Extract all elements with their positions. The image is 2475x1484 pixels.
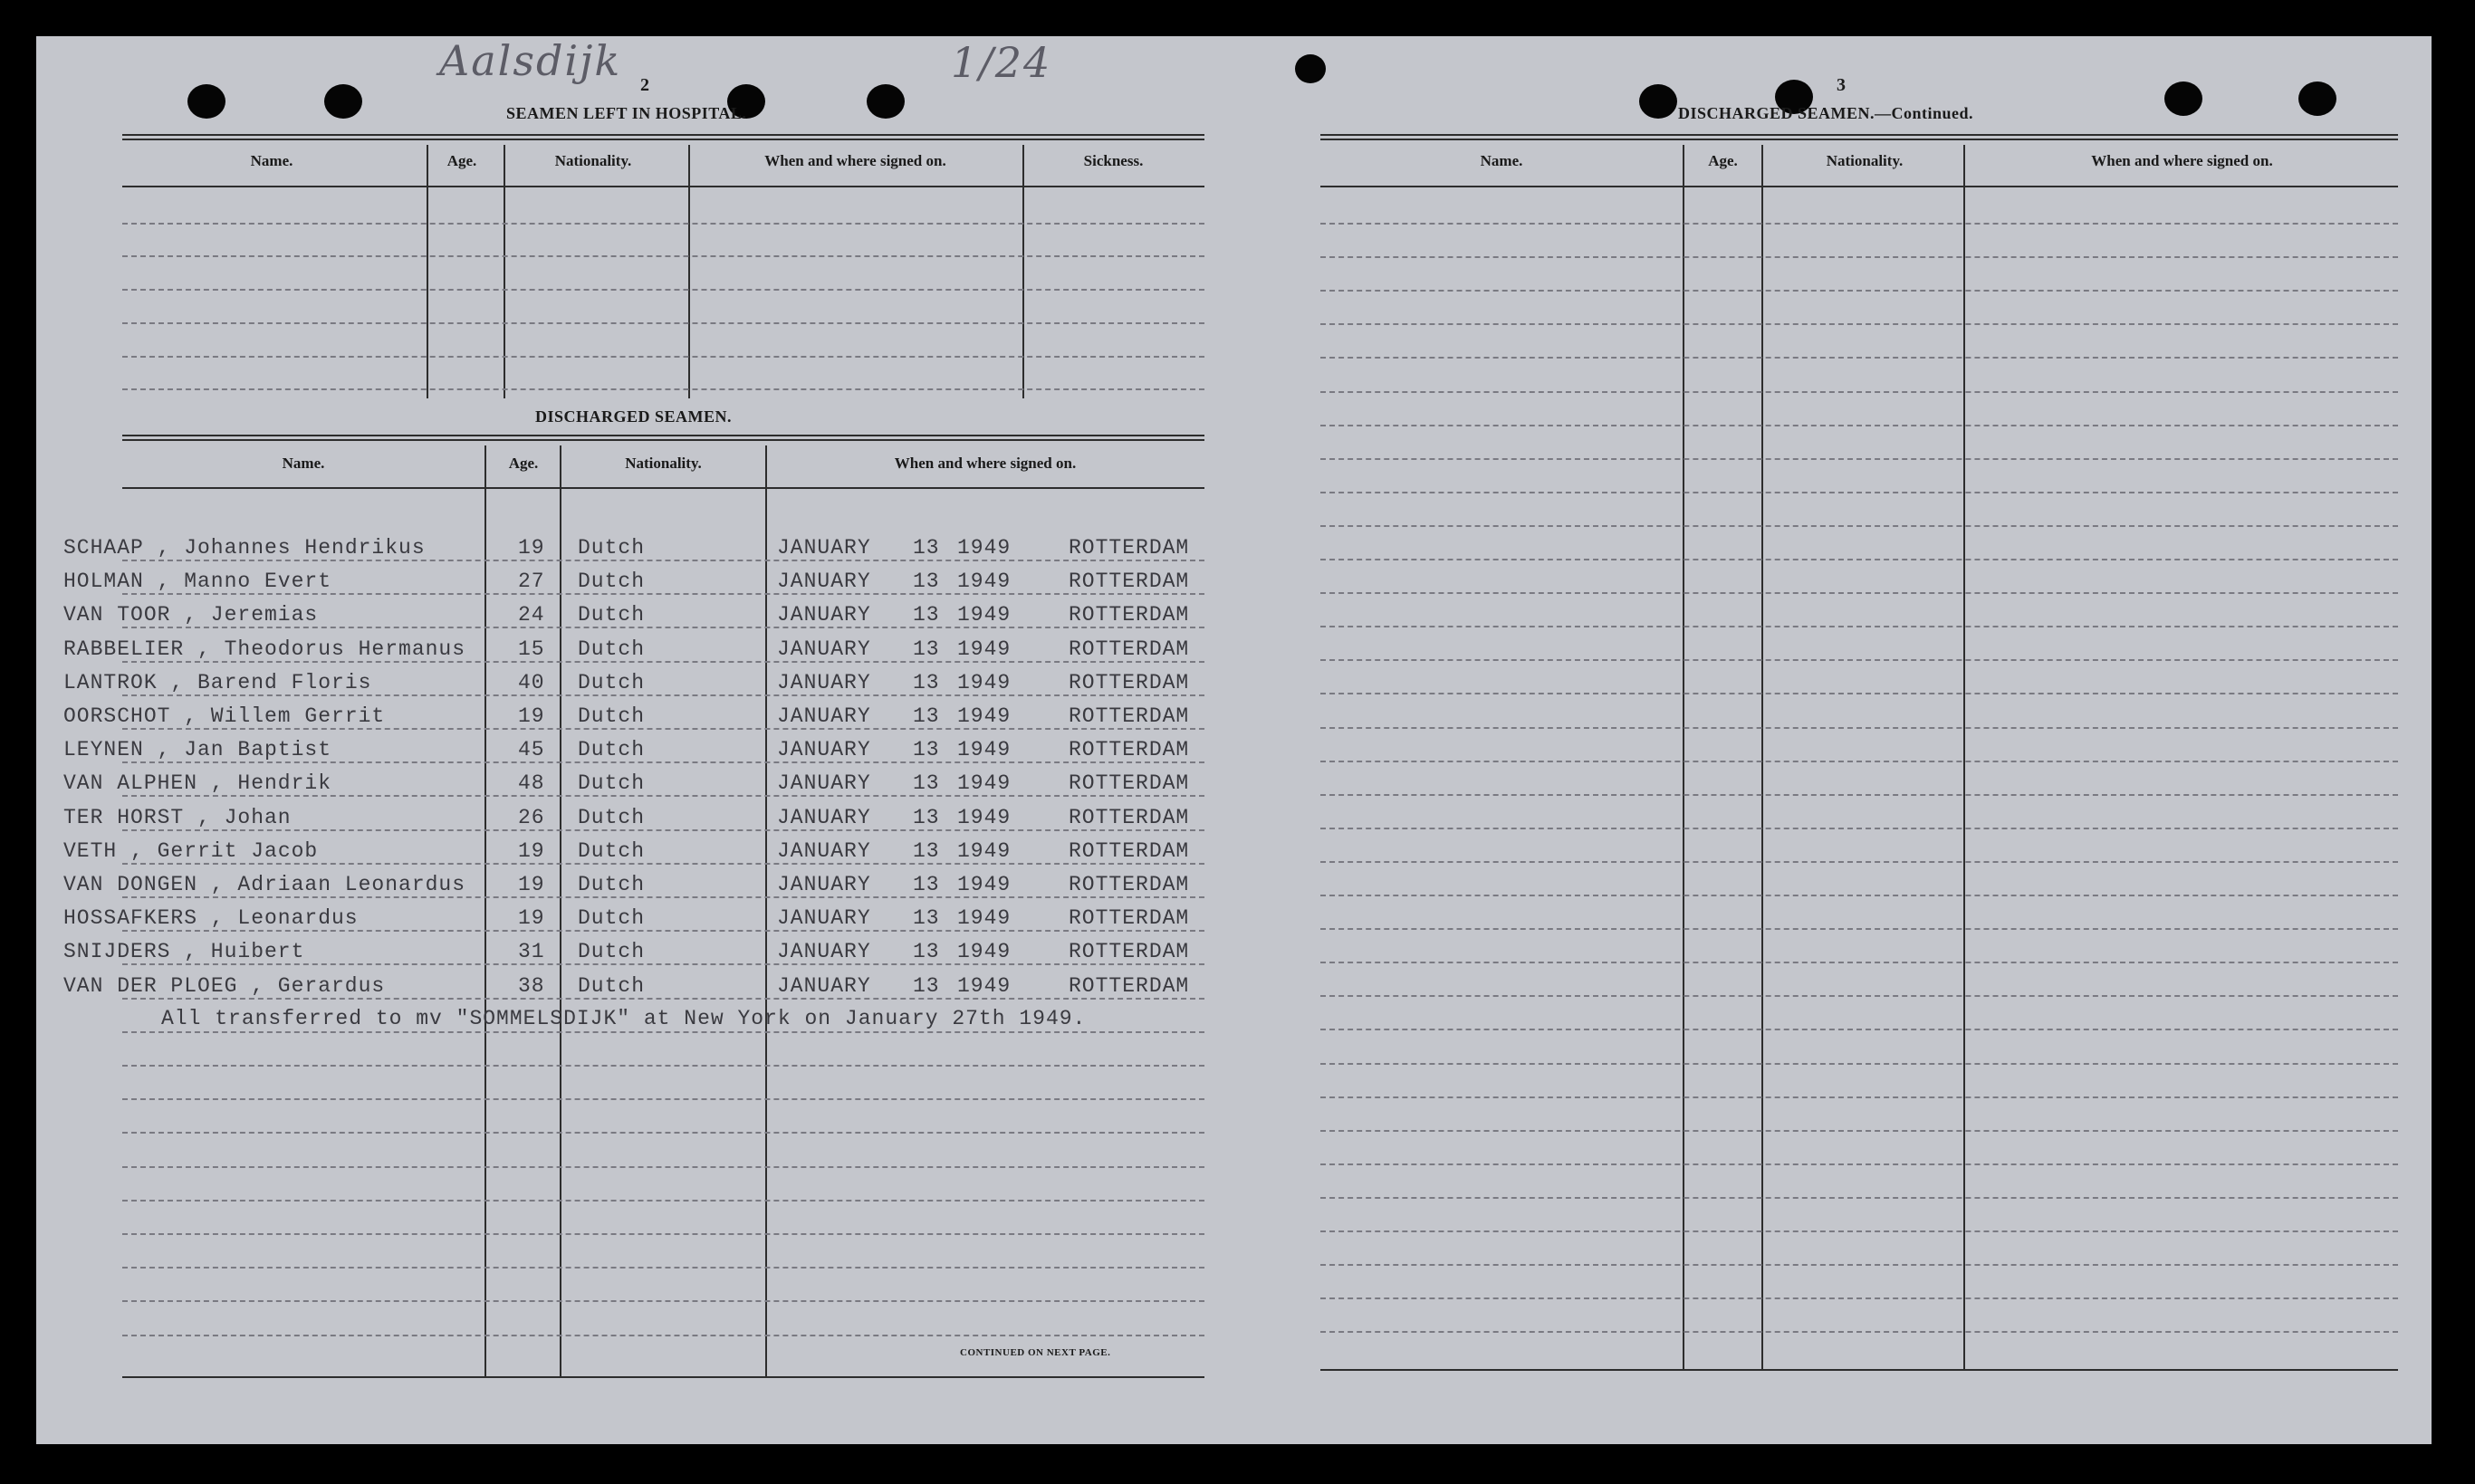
discharged-col-divider bbox=[484, 445, 486, 1378]
row-rule-line bbox=[1320, 290, 2398, 292]
hospital-header-nationality: Nationality. bbox=[554, 152, 632, 169]
seaman-nationality: Dutch bbox=[578, 536, 646, 560]
hospital-header-sickness: Sickness. bbox=[1083, 152, 1144, 169]
hospital-header-signed-on: When and where signed on. bbox=[764, 152, 946, 169]
row-rule-line bbox=[1320, 761, 2398, 762]
seaman-nationality: Dutch bbox=[578, 704, 646, 728]
right-col-divider bbox=[1963, 145, 1965, 1369]
row-rule-line bbox=[1320, 1130, 2398, 1132]
hospital-section-title: SEAMEN LEFT IN HOSPITAL. bbox=[506, 104, 747, 122]
seaman-age: 38 bbox=[518, 974, 545, 998]
signed-on-port: ROTTERDAM bbox=[1069, 671, 1190, 694]
signed-on-port: ROTTERDAM bbox=[1069, 839, 1190, 863]
signed-on-port: ROTTERDAM bbox=[1069, 738, 1190, 761]
handwritten-fraction: 1/24 bbox=[951, 38, 1052, 87]
hospital-col-divider bbox=[504, 145, 505, 398]
seaman-nationality: Dutch bbox=[578, 771, 646, 795]
right-header-nationality: Nationality. bbox=[1826, 152, 1904, 169]
row-rule-line bbox=[1320, 1063, 2398, 1065]
row-rule-line bbox=[1320, 693, 2398, 694]
handwritten-name: Aalsdijk bbox=[439, 36, 622, 85]
right-header-name: Name. bbox=[1480, 152, 1523, 169]
signed-on-year: 1949 bbox=[957, 570, 1012, 593]
signed-on-year: 1949 bbox=[957, 637, 1012, 661]
name-separator: , bbox=[251, 974, 264, 998]
signed-on-day: 13 bbox=[913, 806, 940, 829]
row-rule-line bbox=[1320, 425, 2398, 426]
seaman-surname: VAN DER PLOEG bbox=[63, 974, 238, 998]
seaman-given-names: Huibert bbox=[210, 940, 305, 963]
row-rule-line bbox=[122, 1267, 1204, 1269]
seaman-given-names: Hendrik bbox=[237, 771, 332, 795]
row-rule-line bbox=[1320, 223, 2398, 225]
row-rule-line bbox=[122, 1200, 1204, 1202]
seaman-surname: VAN DONGEN bbox=[63, 873, 198, 896]
seaman-given-names: Gerrit Jacob bbox=[157, 839, 319, 863]
name-separator: , bbox=[197, 637, 211, 661]
signed-on-day: 13 bbox=[913, 570, 940, 593]
seaman-surname: OORSCHOT bbox=[63, 704, 171, 728]
signed-on-port: ROTTERDAM bbox=[1069, 806, 1190, 829]
row-rule-line bbox=[1320, 659, 2398, 661]
seaman-surname: VAN TOOR bbox=[63, 603, 171, 627]
seaman-age: 19 bbox=[518, 873, 545, 896]
row-rule-line bbox=[1320, 1331, 2398, 1333]
row-rule-line bbox=[1320, 1297, 2398, 1299]
row-rule-line bbox=[122, 593, 1204, 595]
signed-on-year: 1949 bbox=[957, 771, 1012, 795]
seaman-given-names: Leonardus bbox=[237, 906, 359, 930]
hospital-col-divider bbox=[1022, 145, 1024, 398]
signed-on-month: JANUARY bbox=[777, 839, 871, 863]
document-sheet bbox=[36, 36, 2432, 1444]
blank-row-line bbox=[122, 356, 1204, 358]
signed-on-year: 1949 bbox=[957, 603, 1012, 627]
signed-on-day: 13 bbox=[913, 839, 940, 863]
signed-on-day: 13 bbox=[913, 771, 940, 795]
signed-on-month: JANUARY bbox=[777, 570, 871, 593]
discharged-section-title: DISCHARGED SEAMEN. bbox=[535, 407, 733, 426]
row-rule-line bbox=[122, 1300, 1204, 1302]
signed-on-day: 13 bbox=[913, 738, 940, 761]
row-rule-line bbox=[1320, 626, 2398, 627]
signed-on-port: ROTTERDAM bbox=[1069, 570, 1190, 593]
seaman-surname: HOLMAN bbox=[63, 570, 144, 593]
row-rule-line bbox=[1320, 828, 2398, 829]
signed-on-day: 13 bbox=[913, 536, 940, 560]
signed-on-month: JANUARY bbox=[777, 637, 871, 661]
right-header-rule bbox=[1320, 186, 2398, 187]
seaman-age: 27 bbox=[518, 570, 545, 593]
row-rule-line bbox=[122, 761, 1204, 763]
seaman-nationality: Dutch bbox=[578, 940, 646, 963]
blank-row-line bbox=[122, 223, 1204, 225]
discharged-top-rule bbox=[122, 435, 1204, 441]
punch-hole bbox=[2164, 81, 2202, 116]
signed-on-day: 13 bbox=[913, 974, 940, 998]
row-rule-line bbox=[122, 728, 1204, 730]
hospital-top-rule bbox=[122, 134, 1204, 140]
seaman-age: 19 bbox=[518, 704, 545, 728]
seaman-nationality: Dutch bbox=[578, 806, 646, 829]
signed-on-year: 1949 bbox=[957, 671, 1012, 694]
row-rule-line bbox=[1320, 928, 2398, 930]
signed-on-port: ROTTERDAM bbox=[1069, 940, 1190, 963]
row-rule-line bbox=[1320, 559, 2398, 560]
name-separator: , bbox=[197, 806, 211, 829]
seaman-nationality: Dutch bbox=[578, 974, 646, 998]
discharged-header-nationality: Nationality. bbox=[625, 455, 702, 472]
row-rule-line bbox=[1320, 492, 2398, 493]
signed-on-day: 13 bbox=[913, 873, 940, 896]
seaman-surname: RABBELIER bbox=[63, 637, 185, 661]
seaman-surname: LEYNEN bbox=[63, 738, 144, 761]
seaman-given-names: Manno Evert bbox=[184, 570, 332, 593]
name-separator: , bbox=[210, 873, 225, 896]
seaman-given-names: Barend Floris bbox=[197, 671, 372, 694]
signed-on-port: ROTTERDAM bbox=[1069, 704, 1190, 728]
row-rule-line bbox=[122, 998, 1204, 1000]
row-rule-line bbox=[1320, 1264, 2398, 1266]
signed-on-day: 13 bbox=[913, 671, 940, 694]
row-rule-line bbox=[1320, 391, 2398, 393]
seaman-surname: VAN ALPHEN bbox=[63, 771, 198, 795]
discharged-header-age: Age. bbox=[508, 455, 539, 472]
blank-row-line bbox=[122, 322, 1204, 324]
blank-row-line bbox=[122, 388, 1204, 390]
name-separator: , bbox=[130, 839, 144, 863]
right-col-divider bbox=[1761, 145, 1763, 1369]
signed-on-day: 13 bbox=[913, 940, 940, 963]
seaman-given-names: Johannes Hendrikus bbox=[184, 536, 426, 560]
signed-on-day: 13 bbox=[913, 603, 940, 627]
seaman-age: 15 bbox=[518, 637, 545, 661]
row-rule-line bbox=[1320, 727, 2398, 729]
discharged-col-divider bbox=[765, 445, 767, 1378]
discharged-header-name: Name. bbox=[282, 455, 325, 472]
hospital-col-divider bbox=[688, 145, 690, 398]
row-rule-line bbox=[122, 829, 1204, 831]
left-page-number: 2 bbox=[640, 75, 649, 95]
signed-on-day: 13 bbox=[913, 637, 940, 661]
hospital-header-age: Age. bbox=[446, 152, 477, 169]
hospital-col-divider bbox=[427, 145, 428, 398]
row-rule-line bbox=[1320, 1096, 2398, 1098]
right-section-title: DISCHARGED SEAMEN.—Continued. bbox=[1678, 104, 1974, 122]
seaman-nationality: Dutch bbox=[578, 738, 646, 761]
discharged-col-divider bbox=[560, 445, 561, 1378]
row-rule-line bbox=[122, 1132, 1204, 1134]
seaman-nationality: Dutch bbox=[578, 570, 646, 593]
name-separator: , bbox=[170, 671, 185, 694]
seaman-nationality: Dutch bbox=[578, 671, 646, 694]
signed-on-year: 1949 bbox=[957, 974, 1012, 998]
seaman-age: 19 bbox=[518, 906, 545, 930]
row-rule-line bbox=[122, 560, 1204, 561]
signed-on-year: 1949 bbox=[957, 940, 1012, 963]
signed-on-month: JANUARY bbox=[777, 906, 871, 930]
row-rule-line bbox=[1320, 794, 2398, 796]
right-top-rule bbox=[1320, 134, 2398, 140]
right-header-signed-on: When and where signed on. bbox=[2091, 152, 2273, 169]
punch-hole bbox=[1639, 84, 1677, 119]
name-separator: , bbox=[184, 603, 197, 627]
signed-on-month: JANUARY bbox=[777, 603, 871, 627]
seaman-given-names: Johan bbox=[224, 806, 292, 829]
signed-on-year: 1949 bbox=[957, 873, 1012, 896]
row-rule-line bbox=[122, 795, 1204, 797]
name-separator: , bbox=[210, 906, 225, 930]
seaman-age: 24 bbox=[518, 603, 545, 627]
seaman-nationality: Dutch bbox=[578, 873, 646, 896]
signed-on-port: ROTTERDAM bbox=[1069, 536, 1190, 560]
row-rule-line bbox=[122, 1233, 1204, 1235]
seaman-age: 45 bbox=[518, 738, 545, 761]
seaman-surname: SCHAAP bbox=[63, 536, 144, 560]
discharged-bottom-rule bbox=[122, 1376, 1204, 1378]
signed-on-port: ROTTERDAM bbox=[1069, 771, 1190, 795]
row-rule-line bbox=[1320, 962, 2398, 963]
seaman-nationality: Dutch bbox=[578, 603, 646, 627]
signed-on-month: JANUARY bbox=[777, 536, 871, 560]
seaman-nationality: Dutch bbox=[578, 906, 646, 930]
name-separator: , bbox=[157, 570, 171, 593]
signed-on-year: 1949 bbox=[957, 806, 1012, 829]
signed-on-month: JANUARY bbox=[777, 671, 871, 694]
signed-on-port: ROTTERDAM bbox=[1069, 637, 1190, 661]
row-rule-line bbox=[1320, 1197, 2398, 1199]
row-rule-line bbox=[122, 1166, 1204, 1168]
signed-on-day: 13 bbox=[913, 704, 940, 728]
row-rule-line bbox=[1320, 323, 2398, 325]
right-page-number: 3 bbox=[1837, 75, 1846, 95]
signed-on-month: JANUARY bbox=[777, 806, 871, 829]
punch-hole bbox=[324, 84, 362, 119]
discharged-header-rule bbox=[122, 487, 1204, 489]
signed-on-year: 1949 bbox=[957, 704, 1012, 728]
row-rule-line bbox=[122, 930, 1204, 932]
name-separator: , bbox=[184, 704, 197, 728]
row-rule-line bbox=[1320, 1029, 2398, 1030]
punch-hole bbox=[187, 84, 225, 119]
row-rule-line bbox=[122, 963, 1204, 965]
signed-on-port: ROTTERDAM bbox=[1069, 873, 1190, 896]
row-rule-line bbox=[1320, 895, 2398, 896]
seaman-surname: HOSSAFKERS bbox=[63, 906, 198, 930]
seaman-given-names: Adriaan Leonardus bbox=[237, 873, 466, 896]
signed-on-month: JANUARY bbox=[777, 704, 871, 728]
row-rule-line bbox=[1320, 458, 2398, 460]
seaman-given-names: Willem Gerrit bbox=[210, 704, 386, 728]
row-rule-line bbox=[1320, 1230, 2398, 1232]
seaman-nationality: Dutch bbox=[578, 839, 646, 863]
row-rule-line bbox=[122, 661, 1204, 663]
seaman-age: 19 bbox=[518, 839, 545, 863]
signed-on-month: JANUARY bbox=[777, 873, 871, 896]
signed-on-month: JANUARY bbox=[777, 738, 871, 761]
row-rule-line bbox=[1320, 592, 2398, 594]
row-rule-line bbox=[122, 896, 1204, 898]
seaman-age: 31 bbox=[518, 940, 545, 963]
signed-on-year: 1949 bbox=[957, 906, 1012, 930]
seaman-given-names: Jeremias bbox=[210, 603, 319, 627]
seaman-surname: LANTROK bbox=[63, 671, 158, 694]
seaman-given-names: Gerardus bbox=[277, 974, 386, 998]
row-rule-line bbox=[122, 1335, 1204, 1336]
signed-on-port: ROTTERDAM bbox=[1069, 974, 1190, 998]
row-rule-line bbox=[122, 1031, 1204, 1033]
transfer-note: All transferred to mv "SOMMELSDIJK" at New York on January 27th 1949. bbox=[161, 1007, 1087, 1030]
row-rule-line bbox=[122, 1065, 1204, 1067]
row-rule-line bbox=[1320, 525, 2398, 527]
blank-row-line bbox=[122, 255, 1204, 257]
name-separator: , bbox=[184, 940, 197, 963]
signed-on-month: JANUARY bbox=[777, 771, 871, 795]
seaman-age: 48 bbox=[518, 771, 545, 795]
signed-on-year: 1949 bbox=[957, 536, 1012, 560]
seaman-given-names: Theodorus Hermanus bbox=[224, 637, 466, 661]
signed-on-year: 1949 bbox=[957, 738, 1012, 761]
signed-on-month: JANUARY bbox=[777, 974, 871, 998]
row-rule-line bbox=[122, 1098, 1204, 1100]
right-col-divider bbox=[1683, 145, 1684, 1369]
row-rule-line bbox=[1320, 861, 2398, 863]
blank-row-line bbox=[122, 289, 1204, 291]
signed-on-year: 1949 bbox=[957, 839, 1012, 863]
name-separator: , bbox=[157, 536, 171, 560]
row-rule-line bbox=[122, 627, 1204, 628]
name-separator: , bbox=[210, 771, 225, 795]
row-rule-line bbox=[122, 863, 1204, 865]
hospital-header-rule bbox=[122, 186, 1204, 187]
discharged-header-signed-on: When and where signed on. bbox=[894, 455, 1077, 472]
continued-note: CONTINUED ON NEXT PAGE. bbox=[960, 1347, 1111, 1358]
punch-hole bbox=[2298, 81, 2336, 116]
seaman-surname: SNIJDERS bbox=[63, 940, 171, 963]
row-rule-line bbox=[1320, 995, 2398, 997]
seaman-age: 19 bbox=[518, 536, 545, 560]
seaman-surname: VETH bbox=[63, 839, 118, 863]
signed-on-port: ROTTERDAM bbox=[1069, 603, 1190, 627]
row-rule-line bbox=[1320, 357, 2398, 359]
seaman-surname: TER HORST bbox=[63, 806, 185, 829]
punch-hole bbox=[1295, 54, 1326, 83]
right-bottom-rule bbox=[1320, 1369, 2398, 1371]
signed-on-port: ROTTERDAM bbox=[1069, 906, 1190, 930]
hospital-header-name: Name. bbox=[250, 152, 293, 169]
name-separator: , bbox=[157, 738, 171, 761]
right-header-age: Age. bbox=[1708, 152, 1738, 169]
seaman-given-names: Jan Baptist bbox=[184, 738, 332, 761]
row-rule-line bbox=[1320, 1163, 2398, 1165]
row-rule-line bbox=[122, 694, 1204, 696]
row-rule-line bbox=[1320, 256, 2398, 258]
seaman-age: 26 bbox=[518, 806, 545, 829]
signed-on-day: 13 bbox=[913, 906, 940, 930]
signed-on-month: JANUARY bbox=[777, 940, 871, 963]
seaman-nationality: Dutch bbox=[578, 637, 646, 661]
seaman-age: 40 bbox=[518, 671, 545, 694]
punch-hole bbox=[867, 84, 905, 119]
